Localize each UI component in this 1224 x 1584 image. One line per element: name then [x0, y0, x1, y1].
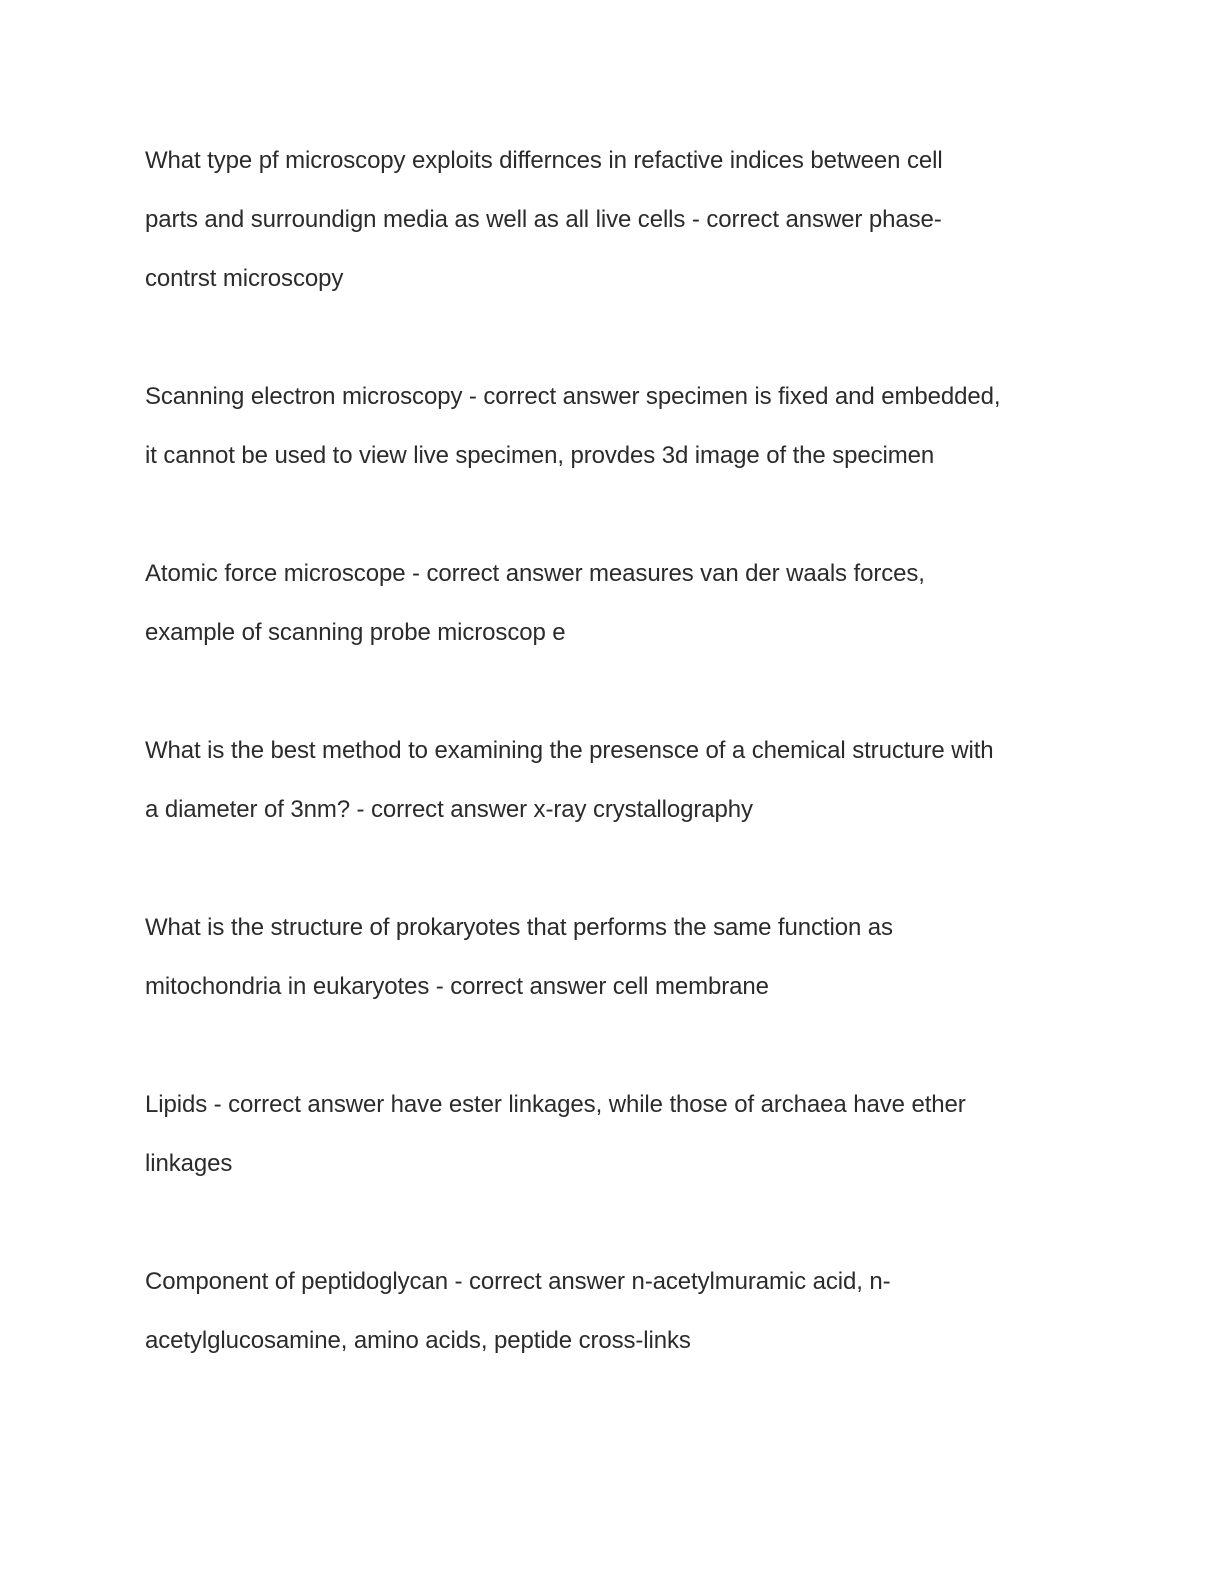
qa-entry-peptidoglycan — [145, 1252, 1075, 1370]
qa-entry-xray — [145, 721, 1075, 839]
entry-line: a diameter of 3nm? - correct answer x-ray crystallography — [145, 796, 753, 823]
entry-line: What is the structure of prokaryotes that performs the same function as — [145, 914, 893, 941]
entry-line: Lipids - correct answer have ester linkages, while those of archaea have ether — [145, 1091, 966, 1118]
entry-line: linkages — [145, 1150, 233, 1177]
qa-entry-lipids — [145, 1075, 1075, 1193]
qa-entry-phase-contrast — [145, 131, 1075, 308]
entry-line: What type pf microscopy exploits differnces in refactive indices between cell — [145, 147, 943, 174]
entry-line: Scanning electron microscopy - correct answer specimen is fixed and embedded, — [145, 383, 1001, 410]
document-body — [145, 131, 1075, 1429]
entry-line: it cannot be used to view live specimen, provdes 3d image of the specimen — [145, 442, 935, 469]
qa-entry-prokaryote-structure — [145, 898, 1075, 1016]
entry-line: mitochondria in eukaryotes - correct answer cell membrane — [145, 973, 769, 1000]
entry-line: Atomic force microscope - correct answer measures van der waals forces, — [145, 560, 925, 587]
entry-line: What is the best method to examining the presensce of a chemical structure with — [145, 737, 994, 764]
entry-line: contrst microscopy — [145, 265, 344, 292]
entry-line: Component of peptidoglycan - correct answer n-acetylmuramic acid, n- — [145, 1268, 891, 1295]
entry-line: example of scanning probe microscop e — [145, 619, 566, 646]
qa-entry-scanning-electron — [145, 367, 1075, 485]
entry-line: acetylglucosamine, amino acids, peptide cross-links — [145, 1327, 691, 1354]
entry-line: parts and surroundign media as well as all live cells - correct answer phase- — [145, 206, 942, 233]
qa-entry-atomic-force — [145, 544, 1075, 662]
